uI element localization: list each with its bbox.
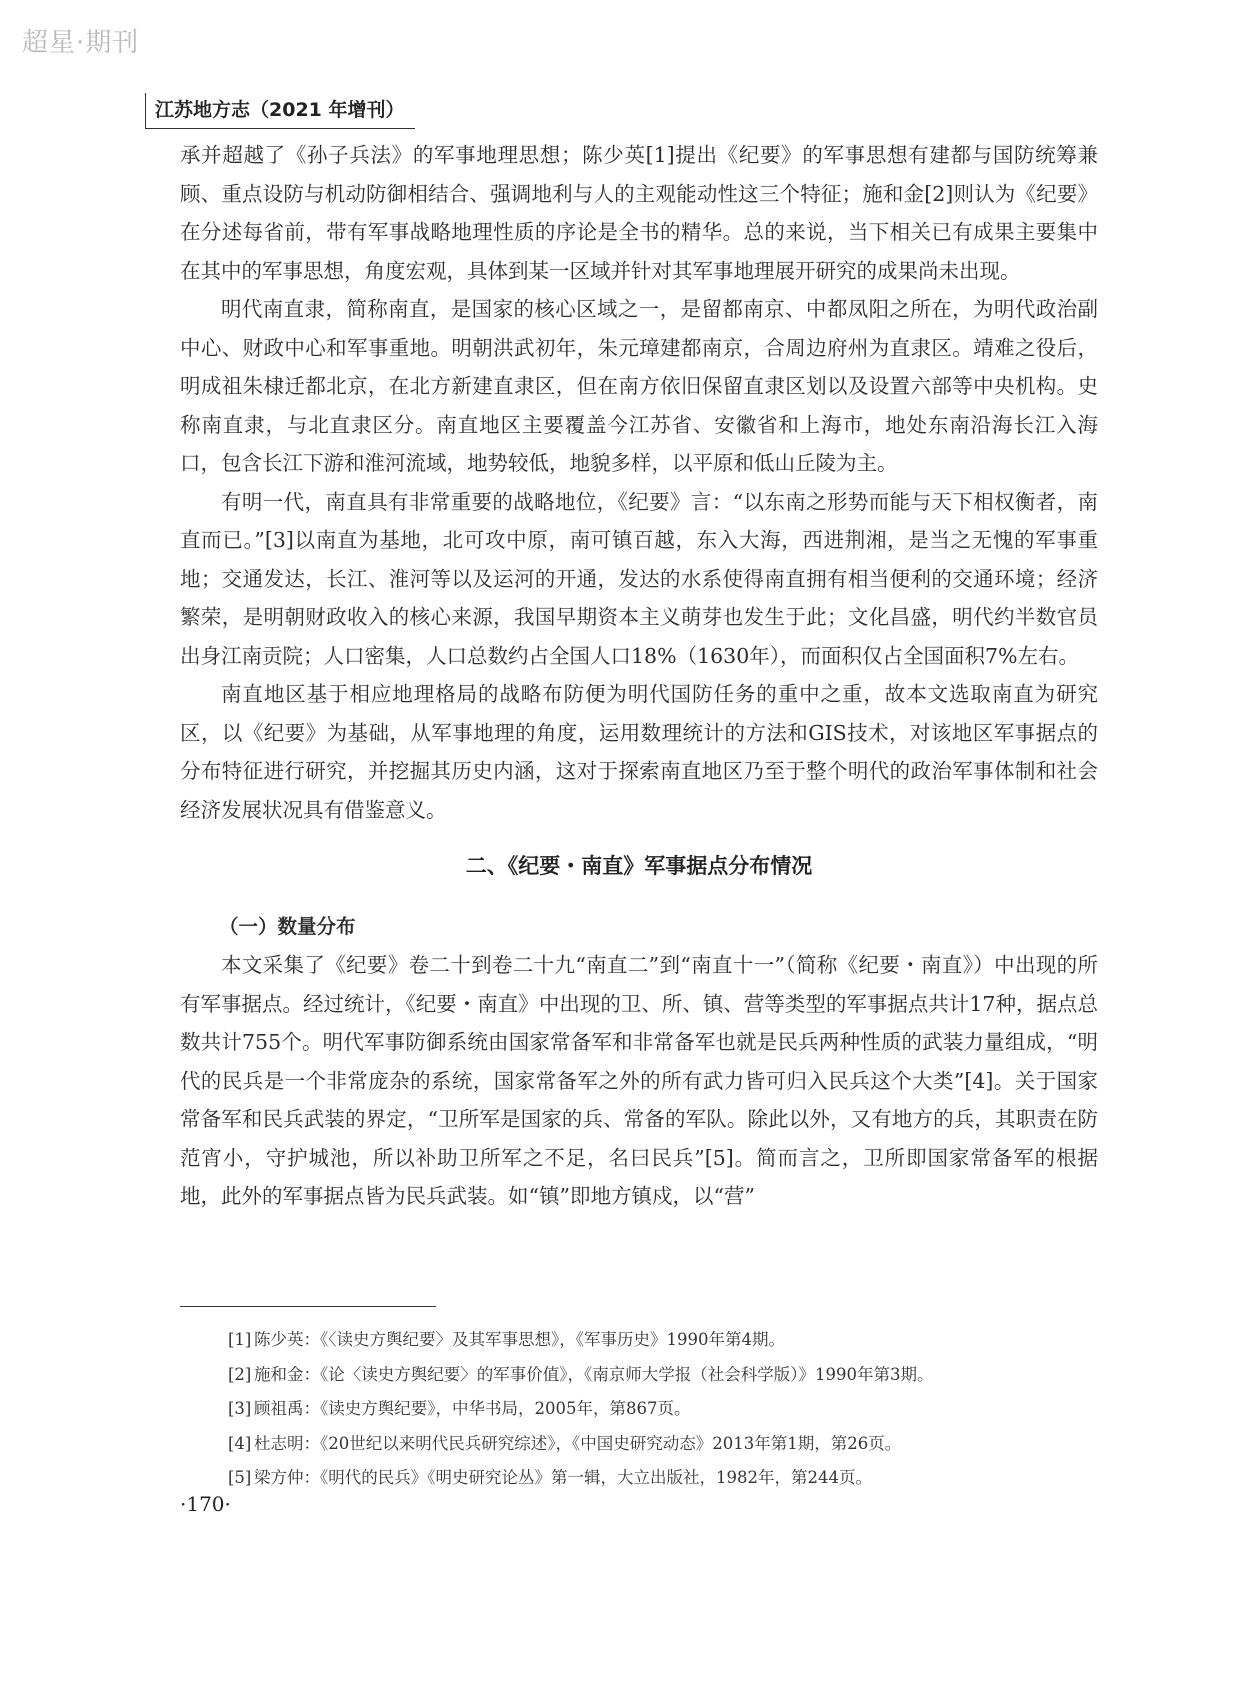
footnote-number: [2] — [228, 1364, 252, 1384]
running-header — [145, 93, 1105, 129]
footnote-1 — [228, 1323, 1088, 1358]
footnote-text: 施和金：《论〈读史方舆纪要〉的军事价值》，《南京师大学报（社会科学版）》1990年第3期。 — [254, 1364, 934, 1384]
paragraph-5: 本文采集了《纪要》卷二十到卷二十九“南直二”到“南直十一”（简称《纪要・南直》）中出现的所有军事据点。经过统计，《纪要・南直》中出现的卫、所、镇、营等类型的军事据点共计17种，据点总数共计755个。明代军事防御系统由国家常备军和非常备军也就是民兵两种性质的武装力量组成，“明代的民兵是一个非常庞杂的系统，国家常备军之外的所有武力皆可归入民兵这个大类”[4]。关于国家常备军和民兵武装的界定，“卫所军是国家的兵、常备的军队。除此以外，又有地方的兵，其职责在防范宵小，守护城池，所以补助卫所军之不足，名曰民兵”[5]。简而言之，卫所即国家常备军的根据地，此外的军事据点皆为民兵武装。如“镇”即地方镇戍，以“营” — [180, 953, 1098, 1208]
footnote-number: [1] — [228, 1330, 252, 1349]
footnote-number: [4] — [228, 1433, 252, 1453]
footnote-number: [5] — [228, 1468, 252, 1487]
footnote-4 — [228, 1427, 1088, 1462]
section-heading: 二、《纪要・南直》军事据点分布情况 — [465, 854, 813, 878]
article-body — [180, 136, 1098, 1216]
paragraph-2: 明代南直隶，简称南直，是国家的核心区域之一，是留都南京、中都凤阳之所在，为明代政治副中心、财政中心和军事重地。明朝洪武初年，朱元璋建都南京，合周边府州为直隶区。靖难之役后，明成祖朱棣迁都北京，在北方新建直隶区，但在南方依旧保留直隶区划以及设置六部等中央机构。史称南直隶，与北直隶区分。南直地区主要覆盖今江苏省、安徽省和上海市，地处东南沿海长江入海口，包含长江下游和淮河流域，地势较低，地貌多样，以平原和低山丘陵为主。 — [180, 297, 1098, 475]
footnote-3 — [228, 1392, 1088, 1427]
page-number: ·170· — [180, 1492, 231, 1516]
paragraph-4: 南直地区基于相应地理格局的战略布防便为明代国防任务的重中之重，故本文选取南直为研究区，以《纪要》为基础，从军事地理的角度，运用数理统计的方法和GIS技术，对该地区军事据点的分布特征进行研究，并挖掘其历史内涵，这对于探索南直地区乃至于整个明代的政治军事体制和社会经济发展状况具有借鉴意义。 — [180, 682, 1098, 822]
footnote-number: [3] — [228, 1399, 252, 1418]
header-rule — [145, 128, 415, 129]
footnotes — [228, 1323, 1088, 1496]
paragraph-1: 承并超越了《孙子兵法》的军事地理思想；陈少英[1]提出《纪要》的军事思想有建都与国防统筹兼顾、重点设防与机动防御相结合、强调地利与人的主观能动性这三个特征；施和金[2]则认为《纪要》在分述每省前，带有军事战略地理性质的序论是全书的精华。总的来说，当下相关已有成果主要集中在其中的军事思想，角度宏观，具体到某一区域并针对其军事地理展开研究的成果尚未出现。 — [180, 143, 1098, 283]
paragraph-3: 有明一代，南直具有非常重要的战略地位，《纪要》言：“以东南之形势而能与天下相权衡者，南直而已。”[3]以南直为基地，北可攻中原，南可镇百越，东入大海，西进荆湘，是当之无愧的军事重地；交通发达，长江、淮河等以及运河的开通，发达的水系使得南直拥有相当便利的交通环境；经济繁荣，是明朝财政收入的核心来源，我国早期资本主义萌芽也发生于此；文化昌盛，明代约半数官员出身江南贡院；人口密集，人口总数约占全国人口18%（1630年），而面积仅占全国面积7%左右。 — [180, 489, 1098, 668]
footnote-text: 陈少英：《〈读史方舆纪要〉及其军事思想》，《军事历史》1990年第4期。 — [254, 1330, 785, 1349]
footnote-text: 杜志明：《20世纪以来明代民兵研究综述》，《中国史研究动态》2013年第1期，第26页。 — [254, 1433, 902, 1453]
footnote-divider — [180, 1306, 436, 1307]
footnote-2 — [228, 1358, 1088, 1393]
journal-title: 江苏地方志（2021 年增刊） — [155, 99, 405, 121]
footnote-5 — [228, 1461, 1088, 1496]
watermark-logo: 超星·期刊 — [22, 28, 140, 58]
header-bar — [145, 93, 146, 129]
subsection-heading: （一）数量分布 — [219, 914, 356, 938]
footnote-text: 梁方仲：《明代的民兵》《明史研究论丛》第一辑，大立出版社，1982年，第244页。 — [254, 1468, 872, 1487]
footnote-text: 顾祖禹：《读史方舆纪要》，中华书局，2005年，第867页。 — [254, 1399, 691, 1418]
